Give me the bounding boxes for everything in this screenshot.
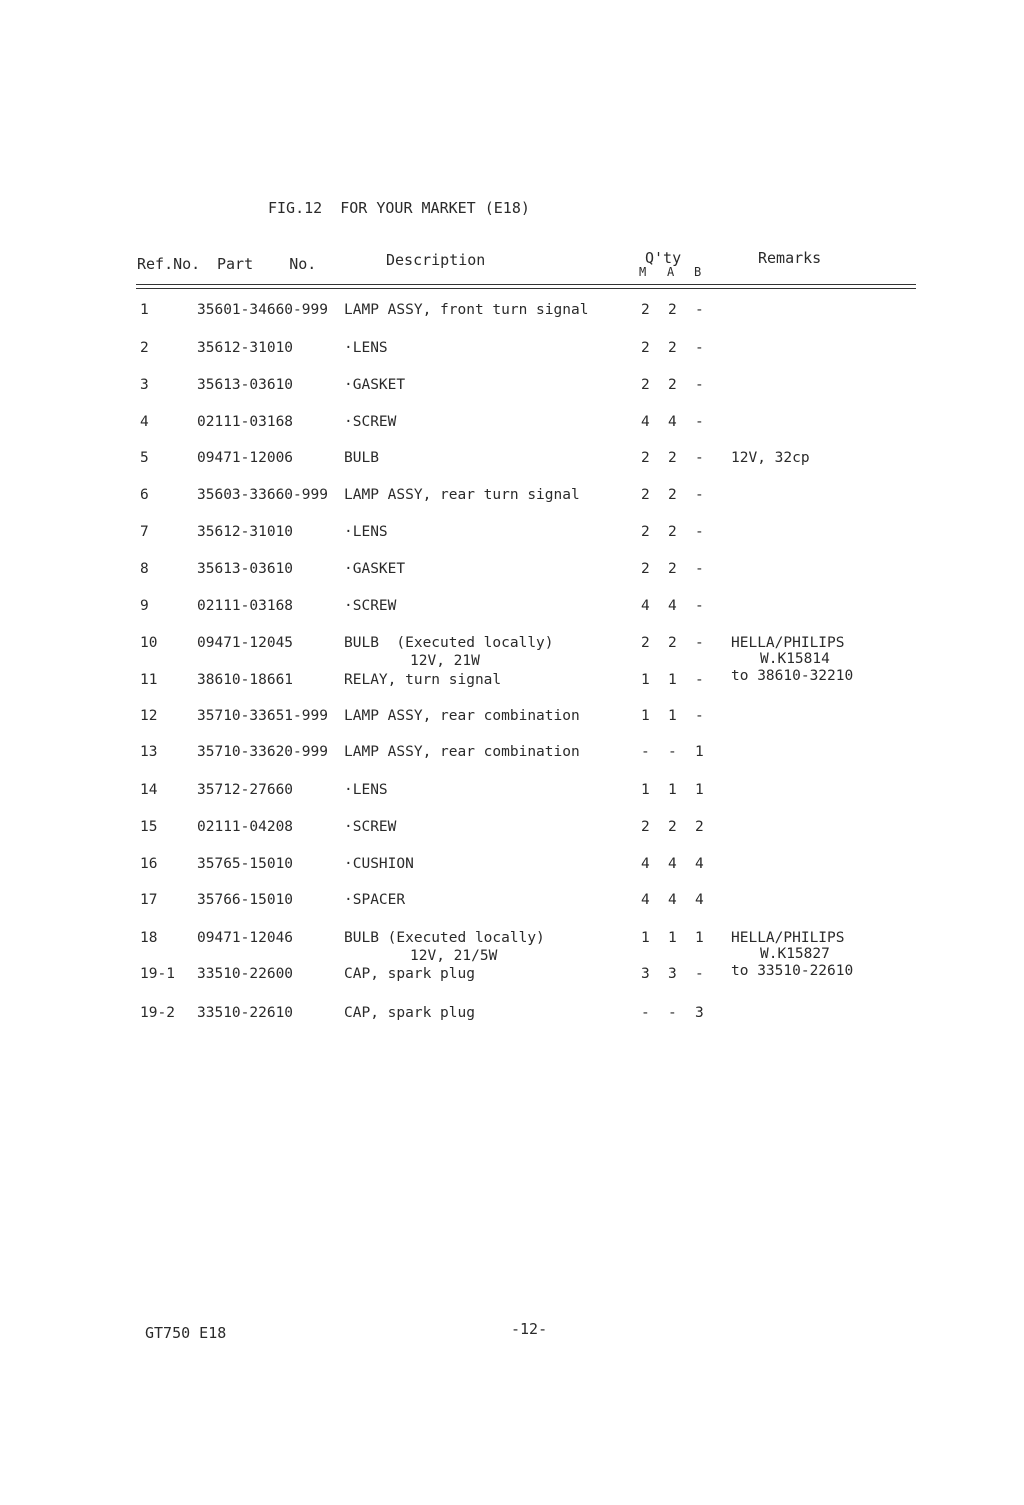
row-part-number: 33510-22600 bbox=[197, 966, 294, 982]
row-part-number: 35613-03610 bbox=[197, 377, 294, 393]
row-part-number: 35601-34660-999 bbox=[197, 302, 328, 318]
row-description: ·SCREW bbox=[344, 819, 397, 835]
row-qty-a: 3 bbox=[668, 966, 677, 982]
header-description: Description bbox=[386, 251, 486, 269]
row-part-number: 35710-33651-999 bbox=[197, 708, 328, 724]
row-qty-b: - bbox=[695, 524, 704, 540]
row-qty-m: - bbox=[641, 744, 650, 760]
figure-title: FIG.12 FOR YOUR MARKET (E18) bbox=[268, 199, 530, 217]
row-description: BULB (Executed locally) bbox=[344, 930, 545, 946]
row-qty-m: 1 bbox=[641, 930, 650, 946]
row-ref-no: 4 bbox=[140, 414, 149, 430]
row-ref-no: 13 bbox=[140, 744, 158, 760]
row-qty-a: 2 bbox=[668, 524, 677, 540]
row-qty-m: 2 bbox=[641, 302, 650, 318]
row-part-number: 35710-33620-999 bbox=[197, 744, 328, 760]
row-description: ·LENS bbox=[344, 340, 388, 356]
row-qty-m: - bbox=[641, 1005, 650, 1021]
row-qty-b: - bbox=[695, 450, 704, 466]
row-description: ·CUSHION bbox=[344, 856, 414, 872]
row-qty-a: 2 bbox=[668, 450, 677, 466]
row-qty-m: 2 bbox=[641, 450, 650, 466]
row-qty-b: 1 bbox=[695, 744, 704, 760]
row-qty-a: 4 bbox=[668, 892, 677, 908]
row-qty-a: 1 bbox=[668, 708, 677, 724]
row-description: ·SCREW bbox=[344, 414, 397, 430]
row-qty-b: - bbox=[695, 414, 704, 430]
row-qty-a: - bbox=[668, 744, 677, 760]
row-part-number: 02111-04208 bbox=[197, 819, 294, 835]
header-rule-top bbox=[136, 284, 916, 285]
row-part-number: 35612-31010 bbox=[197, 340, 294, 356]
row-qty-b: 4 bbox=[695, 856, 704, 872]
row-qty-a: 2 bbox=[668, 819, 677, 835]
row-qty-b: 1 bbox=[695, 930, 704, 946]
row-qty-a: 4 bbox=[668, 414, 677, 430]
row-qty-a: 4 bbox=[668, 598, 677, 614]
row-description: RELAY, turn signal bbox=[344, 672, 502, 688]
header-qty-m: M bbox=[639, 265, 647, 279]
row-qty-m: 2 bbox=[641, 524, 650, 540]
row-qty-m: 4 bbox=[641, 598, 650, 614]
row-ref-no: 7 bbox=[140, 524, 149, 540]
footer-page-number: -12- bbox=[511, 1320, 548, 1338]
header-rule-bottom bbox=[136, 288, 916, 289]
row-ref-no: 14 bbox=[140, 782, 158, 798]
row-remarks-line2: W.K15827 bbox=[760, 946, 830, 962]
row-qty-m: 2 bbox=[641, 561, 650, 577]
row-remarks: HELLA/PHILIPS bbox=[731, 930, 845, 946]
footer-model: GT750 E18 bbox=[145, 1324, 227, 1342]
row-qty-m: 4 bbox=[641, 892, 650, 908]
row-qty-b: 1 bbox=[695, 782, 704, 798]
row-qty-b: - bbox=[695, 598, 704, 614]
row-ref-no: 18 bbox=[140, 930, 158, 946]
row-qty-a: 1 bbox=[668, 672, 677, 688]
row-qty-m: 2 bbox=[641, 377, 650, 393]
row-description: CAP, spark plug bbox=[344, 966, 475, 982]
row-part-number: 02111-03168 bbox=[197, 414, 294, 430]
row-part-number: 35712-27660 bbox=[197, 782, 294, 798]
row-part-number: 35603-33660-999 bbox=[197, 487, 328, 503]
row-description: ·SCREW bbox=[344, 598, 397, 614]
row-qty-a: 2 bbox=[668, 340, 677, 356]
row-ref-no: 19-1 bbox=[140, 966, 175, 982]
row-ref-no: 11 bbox=[140, 672, 158, 688]
row-qty-b: - bbox=[695, 487, 704, 503]
row-qty-b: - bbox=[695, 966, 704, 982]
row-part-number: 38610-18661 bbox=[197, 672, 294, 688]
header-part-no: Part No. bbox=[217, 255, 317, 273]
row-description: ·SPACER bbox=[344, 892, 406, 908]
row-qty-b: 3 bbox=[695, 1005, 704, 1021]
row-description: LAMP ASSY, rear turn signal bbox=[344, 487, 580, 503]
row-description: CAP, spark plug bbox=[344, 1005, 475, 1021]
row-part-number: 09471-12006 bbox=[197, 450, 294, 466]
row-qty-b: - bbox=[695, 561, 704, 577]
row-qty-m: 4 bbox=[641, 856, 650, 872]
row-ref-no: 6 bbox=[140, 487, 149, 503]
row-qty-m: 2 bbox=[641, 635, 650, 651]
row-qty-a: 2 bbox=[668, 377, 677, 393]
row-part-number: 02111-03168 bbox=[197, 598, 294, 614]
row-description: ·GASKET bbox=[344, 377, 406, 393]
row-qty-b: 4 bbox=[695, 892, 704, 908]
row-remarks-line3: to 38610-32210 bbox=[731, 668, 854, 684]
header-ref-no: Ref.No. bbox=[137, 255, 201, 273]
row-qty-a: 1 bbox=[668, 930, 677, 946]
row-part-number: 09471-12046 bbox=[197, 930, 294, 946]
row-description: LAMP ASSY, front turn signal bbox=[344, 302, 589, 318]
header-qty-b: B bbox=[694, 265, 702, 279]
row-qty-b: - bbox=[695, 708, 704, 724]
row-qty-m: 1 bbox=[641, 782, 650, 798]
row-part-number: 09471-12045 bbox=[197, 635, 294, 651]
row-part-number: 35765-15010 bbox=[197, 856, 294, 872]
row-qty-m: 2 bbox=[641, 819, 650, 835]
row-qty-a: 4 bbox=[668, 856, 677, 872]
row-qty-b: - bbox=[695, 377, 704, 393]
row-part-number: 33510-22610 bbox=[197, 1005, 294, 1021]
row-description: LAMP ASSY, rear combination bbox=[344, 708, 580, 724]
row-qty-m: 2 bbox=[641, 340, 650, 356]
row-remarks-line3: to 33510-22610 bbox=[731, 963, 854, 979]
row-ref-no: 8 bbox=[140, 561, 149, 577]
row-qty-b: - bbox=[695, 672, 704, 688]
row-qty-a: 2 bbox=[668, 561, 677, 577]
row-ref-no: 19-2 bbox=[140, 1005, 175, 1021]
row-ref-no: 1 bbox=[140, 302, 149, 318]
row-part-number: 35613-03610 bbox=[197, 561, 294, 577]
row-ref-no: 16 bbox=[140, 856, 158, 872]
row-description: LAMP ASSY, rear combination bbox=[344, 744, 580, 760]
row-description: BULB bbox=[344, 450, 379, 466]
header-remarks: Remarks bbox=[758, 249, 822, 267]
row-remarks: 12V, 32cp bbox=[731, 450, 810, 466]
row-qty-b: 2 bbox=[695, 819, 704, 835]
row-description: BULB (Executed locally) bbox=[344, 635, 554, 651]
row-description: ·LENS bbox=[344, 524, 388, 540]
header-qty: Q'ty bbox=[645, 249, 682, 267]
header-qty-a: A bbox=[667, 265, 675, 279]
row-qty-a: 2 bbox=[668, 487, 677, 503]
row-qty-a: 1 bbox=[668, 782, 677, 798]
row-qty-b: - bbox=[695, 302, 704, 318]
row-qty-a: - bbox=[668, 1005, 677, 1021]
row-qty-a: 2 bbox=[668, 302, 677, 318]
row-description: ·GASKET bbox=[344, 561, 406, 577]
row-qty-m: 1 bbox=[641, 672, 650, 688]
row-ref-no: 17 bbox=[140, 892, 158, 908]
row-remarks-line2: W.K15814 bbox=[760, 651, 830, 667]
row-qty-m: 4 bbox=[641, 414, 650, 430]
row-ref-no: 5 bbox=[140, 450, 149, 466]
row-qty-m: 3 bbox=[641, 966, 650, 982]
row-ref-no: 15 bbox=[140, 819, 158, 835]
row-ref-no: 12 bbox=[140, 708, 158, 724]
row-qty-b: - bbox=[695, 635, 704, 651]
row-description: ·LENS bbox=[344, 782, 388, 798]
row-description-line2: 12V, 21W bbox=[410, 653, 480, 669]
row-part-number: 35612-31010 bbox=[197, 524, 294, 540]
row-part-number: 35766-15010 bbox=[197, 892, 294, 908]
row-ref-no: 2 bbox=[140, 340, 149, 356]
row-ref-no: 10 bbox=[140, 635, 158, 651]
row-remarks: HELLA/PHILIPS bbox=[731, 635, 845, 651]
row-description-line2: 12V, 21/5W bbox=[410, 948, 498, 964]
row-qty-m: 2 bbox=[641, 487, 650, 503]
row-qty-m: 1 bbox=[641, 708, 650, 724]
row-ref-no: 3 bbox=[140, 377, 149, 393]
row-qty-a: 2 bbox=[668, 635, 677, 651]
row-qty-b: - bbox=[695, 340, 704, 356]
row-ref-no: 9 bbox=[140, 598, 149, 614]
